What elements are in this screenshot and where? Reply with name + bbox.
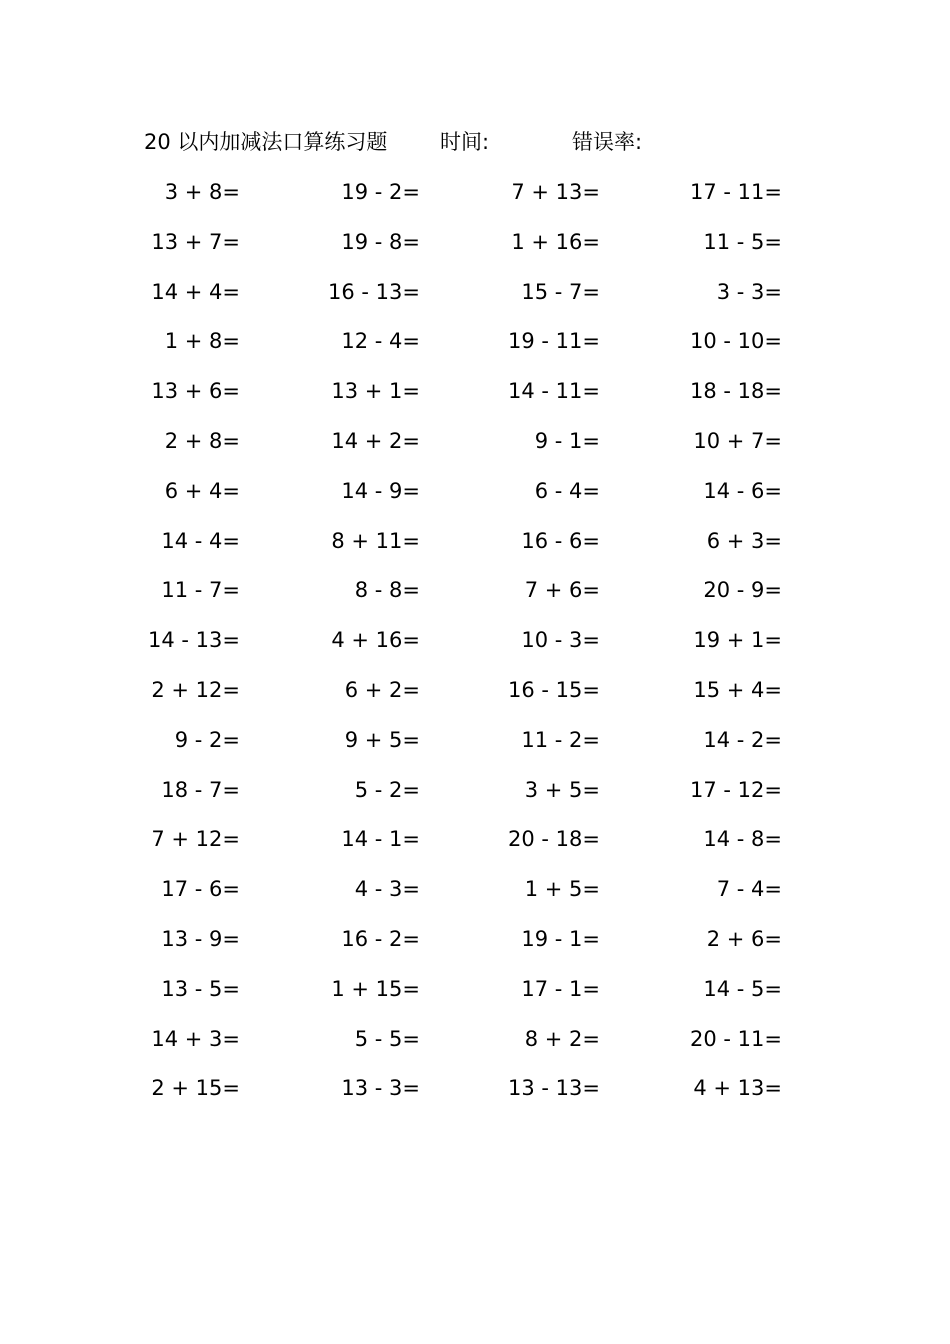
- problem-item: 16 - 6=: [521, 528, 600, 553]
- problem-row: [0, 570, 950, 620]
- problem-item: 4 + 16=: [331, 628, 420, 653]
- problem-item: 13 - 5=: [161, 976, 240, 1001]
- problem-item: 19 + 1=: [693, 628, 782, 653]
- problem-item: 6 + 4=: [164, 478, 240, 503]
- time-label: 时间:: [440, 130, 490, 154]
- problem-item: 16 - 15=: [508, 677, 600, 702]
- problem-item: 19 - 2=: [341, 180, 420, 204]
- problem-row: [0, 471, 950, 521]
- problem-item: 9 + 5=: [344, 727, 420, 752]
- problem-item: 14 + 3=: [151, 1026, 240, 1051]
- problem-item: 10 - 3=: [521, 628, 600, 653]
- problem-item: 1 + 5=: [524, 877, 600, 902]
- problem-item: 14 - 8=: [703, 827, 782, 852]
- problem-item: 2 + 12=: [151, 677, 240, 702]
- problem-row: [0, 770, 950, 820]
- problem-row: [0, 969, 950, 1019]
- problem-item: 12 - 4=: [341, 329, 420, 354]
- problem-item: 13 + 1=: [331, 379, 420, 404]
- problem-row: [0, 371, 950, 421]
- problem-item: 14 - 4=: [161, 528, 240, 553]
- problem-item: 3 + 8=: [164, 180, 240, 204]
- problem-item: 8 + 11=: [331, 528, 420, 553]
- problem-item: 14 - 11=: [508, 379, 600, 404]
- problem-row: [0, 222, 950, 272]
- problem-item: 11 - 7=: [161, 578, 240, 603]
- problem-item: 2 + 15=: [151, 1076, 240, 1101]
- problem-item: 3 + 5=: [524, 777, 600, 802]
- problem-item: 14 - 2=: [703, 727, 782, 752]
- problem-item: 1 + 15=: [331, 976, 420, 1001]
- problem-item: 1 + 8=: [164, 329, 240, 354]
- problem-item: 11 - 2=: [521, 727, 600, 752]
- problem-item: 17 - 6=: [161, 877, 240, 902]
- problem-item: 7 - 4=: [716, 877, 782, 902]
- problem-item: 14 - 6=: [703, 478, 782, 503]
- problem-item: 8 - 8=: [354, 578, 420, 603]
- problem-row: [0, 819, 950, 869]
- problem-item: 18 - 7=: [161, 777, 240, 802]
- problem-item: 4 + 13=: [693, 1076, 782, 1101]
- problem-row: [0, 670, 950, 720]
- problem-item: 8 + 2=: [524, 1026, 600, 1051]
- problem-item: 19 - 1=: [521, 926, 600, 951]
- problem-row: [0, 1068, 950, 1118]
- problem-row: [0, 720, 950, 770]
- problem-item: 17 - 12=: [690, 777, 782, 802]
- problem-item: 4 - 3=: [354, 877, 420, 902]
- problem-row: [0, 521, 950, 571]
- problem-item: 16 - 13=: [328, 279, 420, 304]
- problem-row: [0, 321, 950, 371]
- problem-item: 6 + 3=: [706, 528, 782, 553]
- problem-item: 20 - 18=: [508, 827, 600, 852]
- problem-item: 7 + 12=: [151, 827, 240, 852]
- problem-item: 20 - 9=: [703, 578, 782, 603]
- problem-item: 5 - 2=: [354, 777, 420, 802]
- problem-row: [0, 869, 950, 919]
- problem-item: 14 - 13=: [148, 628, 240, 653]
- problem-item: 6 - 4=: [534, 478, 600, 503]
- problem-item: 19 - 11=: [508, 329, 600, 354]
- worksheet-title: 20 以内加减法口算练习题: [144, 130, 388, 154]
- problem-item: 14 - 9=: [341, 478, 420, 503]
- problem-item: 13 + 6=: [151, 379, 240, 404]
- problem-item: 1 + 16=: [511, 229, 600, 254]
- problem-item: 13 + 7=: [151, 229, 240, 254]
- problem-row: [0, 172, 950, 222]
- problem-item: 13 - 13=: [508, 1076, 600, 1101]
- error-rate-label: 错误率:: [572, 130, 643, 154]
- problem-item: 17 - 11=: [690, 180, 782, 204]
- problem-item: 15 + 4=: [693, 677, 782, 702]
- problem-row: [0, 272, 950, 322]
- problem-item: 13 - 3=: [341, 1076, 420, 1101]
- problem-item: 19 - 8=: [341, 229, 420, 254]
- problem-item: 14 - 1=: [341, 827, 420, 852]
- problem-grid: [0, 172, 950, 1118]
- problem-item: 11 - 5=: [703, 229, 782, 254]
- problem-item: 10 + 7=: [693, 428, 782, 453]
- problem-item: 9 - 2=: [174, 727, 240, 752]
- problem-item: 2 + 8=: [164, 428, 240, 453]
- problem-item: 10 - 10=: [690, 329, 782, 354]
- problem-item: 17 - 1=: [521, 976, 600, 1001]
- problem-item: 6 + 2=: [344, 677, 420, 702]
- problem-item: 18 - 18=: [690, 379, 782, 404]
- problem-item: 5 - 5=: [354, 1026, 420, 1051]
- problem-item: 3 - 3=: [716, 279, 782, 304]
- problem-row: [0, 421, 950, 471]
- problem-item: 20 - 11=: [690, 1026, 782, 1051]
- problem-item: 2 + 6=: [706, 926, 782, 951]
- problem-item: 16 - 2=: [341, 926, 420, 951]
- problem-item: 13 - 9=: [161, 926, 240, 951]
- problem-item: 9 - 1=: [534, 428, 600, 453]
- problem-item: 7 + 13=: [511, 180, 600, 204]
- problem-row: [0, 1019, 950, 1069]
- problem-row: [0, 620, 950, 670]
- problem-row: [0, 919, 950, 969]
- problem-item: 14 - 5=: [703, 976, 782, 1001]
- problem-item: 7 + 6=: [524, 578, 600, 603]
- problem-item: 15 - 7=: [521, 279, 600, 304]
- problem-item: 14 + 4=: [151, 279, 240, 304]
- problem-item: 14 + 2=: [331, 428, 420, 453]
